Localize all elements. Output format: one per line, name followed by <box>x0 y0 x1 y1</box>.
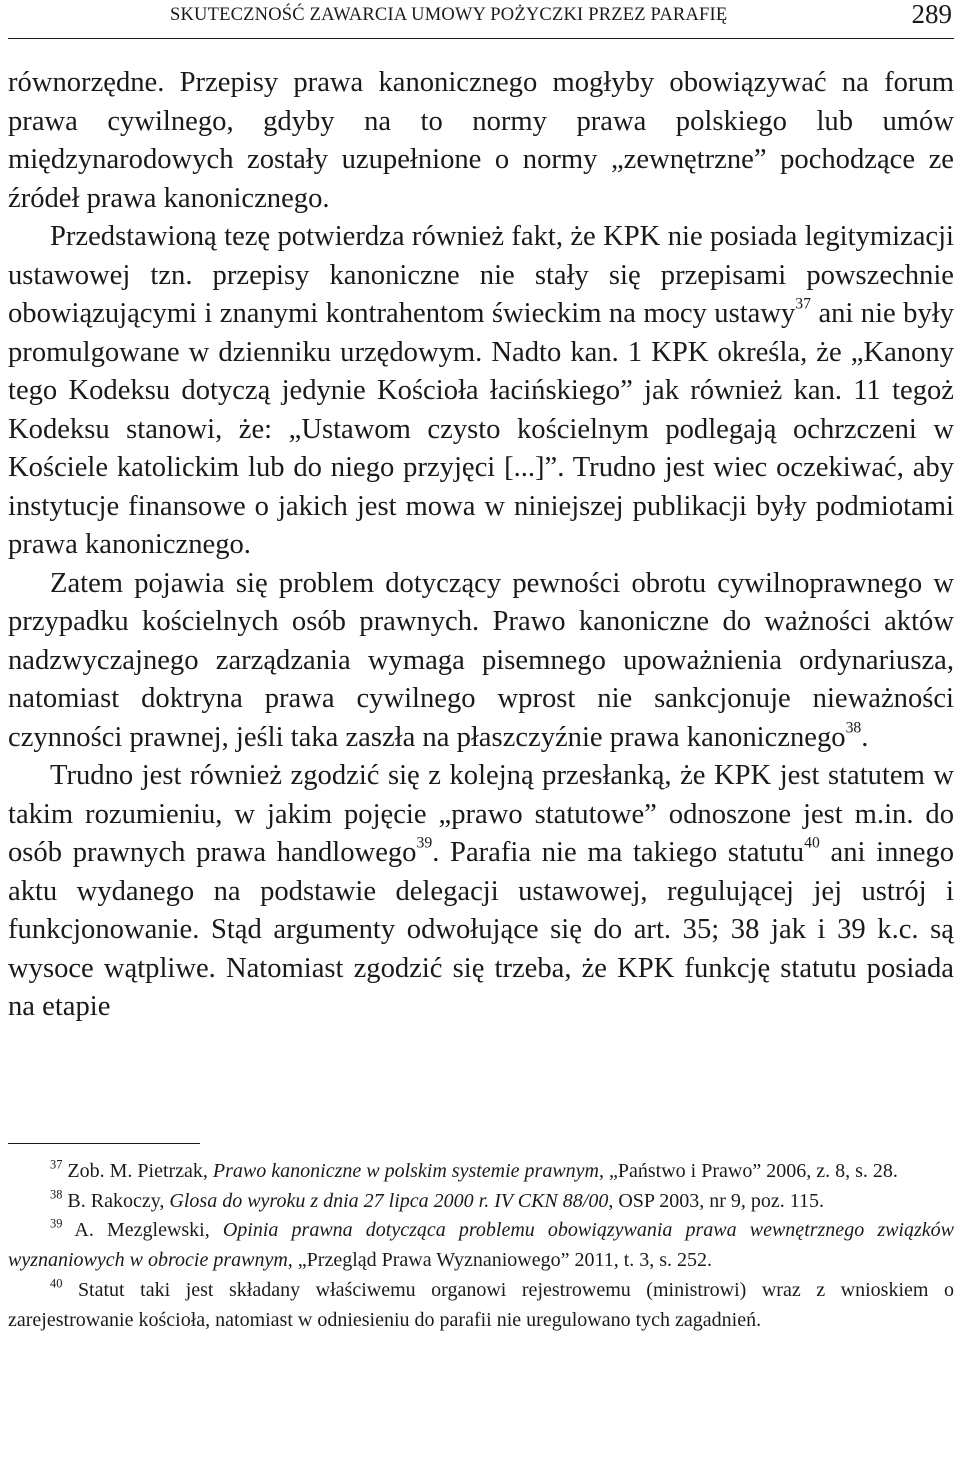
footnote-source: „Państwo i Prawo” 2006, z. 8, s. 28. <box>604 1160 898 1182</box>
footnote-source: „Przegląd Prawa Wyznaniowego” 2011, t. 3, s. 252. <box>292 1249 713 1272</box>
footnote-number: 39 <box>50 1216 63 1231</box>
main-text <box>8 64 954 1027</box>
page-header <box>8 0 954 39</box>
paragraph-4-text-a: Trudno jest również zgodzić się z kolejną przesłanką, że KPK jest statutem w takim rozumieniu, w jakim pojęcie „prawo statutowe” odnoszone jest m.in. do osób prawnych prawa handlowego <box>8 760 954 868</box>
footnote-37 <box>8 1157 954 1187</box>
footnote-40 <box>8 1276 954 1335</box>
paragraph-1 <box>8 64 954 218</box>
footnote-ref-37[interactable]: 37 <box>795 295 812 313</box>
paragraph-1-text: równorzędne. Przepisy prawa kanonicznego mogłyby obowiązywać na forum prawa cywilnego, gdyby na to normy prawa polskiego lub umów międzynarodowych zostały uzupełnione o normy „zewnętrzne” pochodzące ze źródeł prawa kanonicznego. <box>8 67 954 214</box>
paragraph-2-text-b: ani nie były promulgowane w dzienniku urzędowym. Nadto kan. 1 KPK określa, że „Kanony tego Kodeksu dotyczą jedynie Kościoła łacińskiego” jak również kan. 11 tegoż Kodeksu stanowi, że: „Ustawom czysto kościelnym podlegają ochrzczeni w Kościele katolickim lub do niego przyjęci [...]”. Trudno jest wiec oczekiwać, aby instytucje finansowe o jakich jest mowa w niniejszej publikacji były podmiotami prawa kanonicznego. <box>8 298 954 560</box>
paragraph-2-text-a: Przedstawioną tezę potwierdza również fakt, że KPK nie posiada legitymizacji ustawowej tzn. przepisy kanoniczne nie stały się przepisami powszechnie obowiązującymi i znanymi kontrahentom świeckim na mocy ustawy <box>8 221 954 329</box>
footnote-ref-40[interactable]: 40 <box>804 834 820 852</box>
paragraph-2 <box>8 218 954 565</box>
paragraph-3-text-a: Zatem pojawia się problem dotyczący pewności obrotu cywilnoprawnego w przypadku kościelnych osób prawnych. Prawo kanoniczne do ważności aktów nadzwyczajnego zarządzania wymaga pisemnego upoważnienia ordynariusza, natomiast doktryna prawa cywilnego wprost nie sankcjonuje nieważności czynności prawnej, jeśli taka zaszła na płaszczyźnie prawa kanonicznego <box>8 567 954 753</box>
footnote-source: OSP 2003, nr 9, poz. 115. <box>613 1189 825 1212</box>
footnote-separator <box>8 1143 200 1144</box>
running-head: SKUTECZNOŚĆ ZAWARCIA UMOWY POŻYCZKI PRZEZ PARAFIĘ <box>170 5 728 25</box>
footnote-38 <box>8 1187 954 1217</box>
footnote-author: A. Mezglewski, <box>62 1219 223 1242</box>
footnote-title: Glosa do wyroku z dnia 27 lipca 2000 r. IV CKN 88/00, <box>169 1189 614 1212</box>
footnote-number: 40 <box>50 1276 63 1291</box>
footnote-author: Zob. M. Pietrzak, <box>62 1160 213 1182</box>
paragraph-4-text-c: ani innego aktu wydanego na podstawie delegacji ustawowej, regulującej jej ustrój i funkcjonowanie. Stąd argumenty odwołujące się do art. 35; 38 jak i 39 k.c. są wysoce wątpliwe. Natomiast zgodzić się trzeba, że KPK funkcję statutu posiada na etapie <box>8 837 954 1022</box>
footnote-number: 38 <box>50 1187 63 1202</box>
footnote-text: Statut taki jest składany właściwemu organowi rejestrowemu (ministrowi) wraz z wnioskiem o zarejestrowanie kościoła, natomiast w odniesieniu do parafii nie uregulowano tych zagadnień. <box>8 1278 954 1331</box>
paragraph-3 <box>8 565 954 758</box>
footnote-ref-38[interactable]: 38 <box>845 719 862 737</box>
page-number: 289 <box>911 0 952 29</box>
paragraph-3-text-b: . <box>861 721 869 753</box>
paragraph-4 <box>8 757 954 1027</box>
footnotes <box>8 1157 954 1335</box>
footnote-ref-39[interactable]: 39 <box>416 834 433 852</box>
paragraph-4-text-b: . Parafia nie ma takiego statutu <box>432 837 805 868</box>
footnote-39 <box>8 1216 954 1275</box>
footnote-title: Prawo kanoniczne w polskim systemie prawnym, <box>212 1160 604 1182</box>
footnote-author: B. Rakoczy, <box>62 1189 170 1212</box>
footnote-number: 37 <box>50 1157 63 1172</box>
footnote-title: Opinia prawna dotycząca problemu obowiązywania prawa wewnętrznego związków wyznaniowych w obrocie prawnym, <box>8 1219 954 1272</box>
